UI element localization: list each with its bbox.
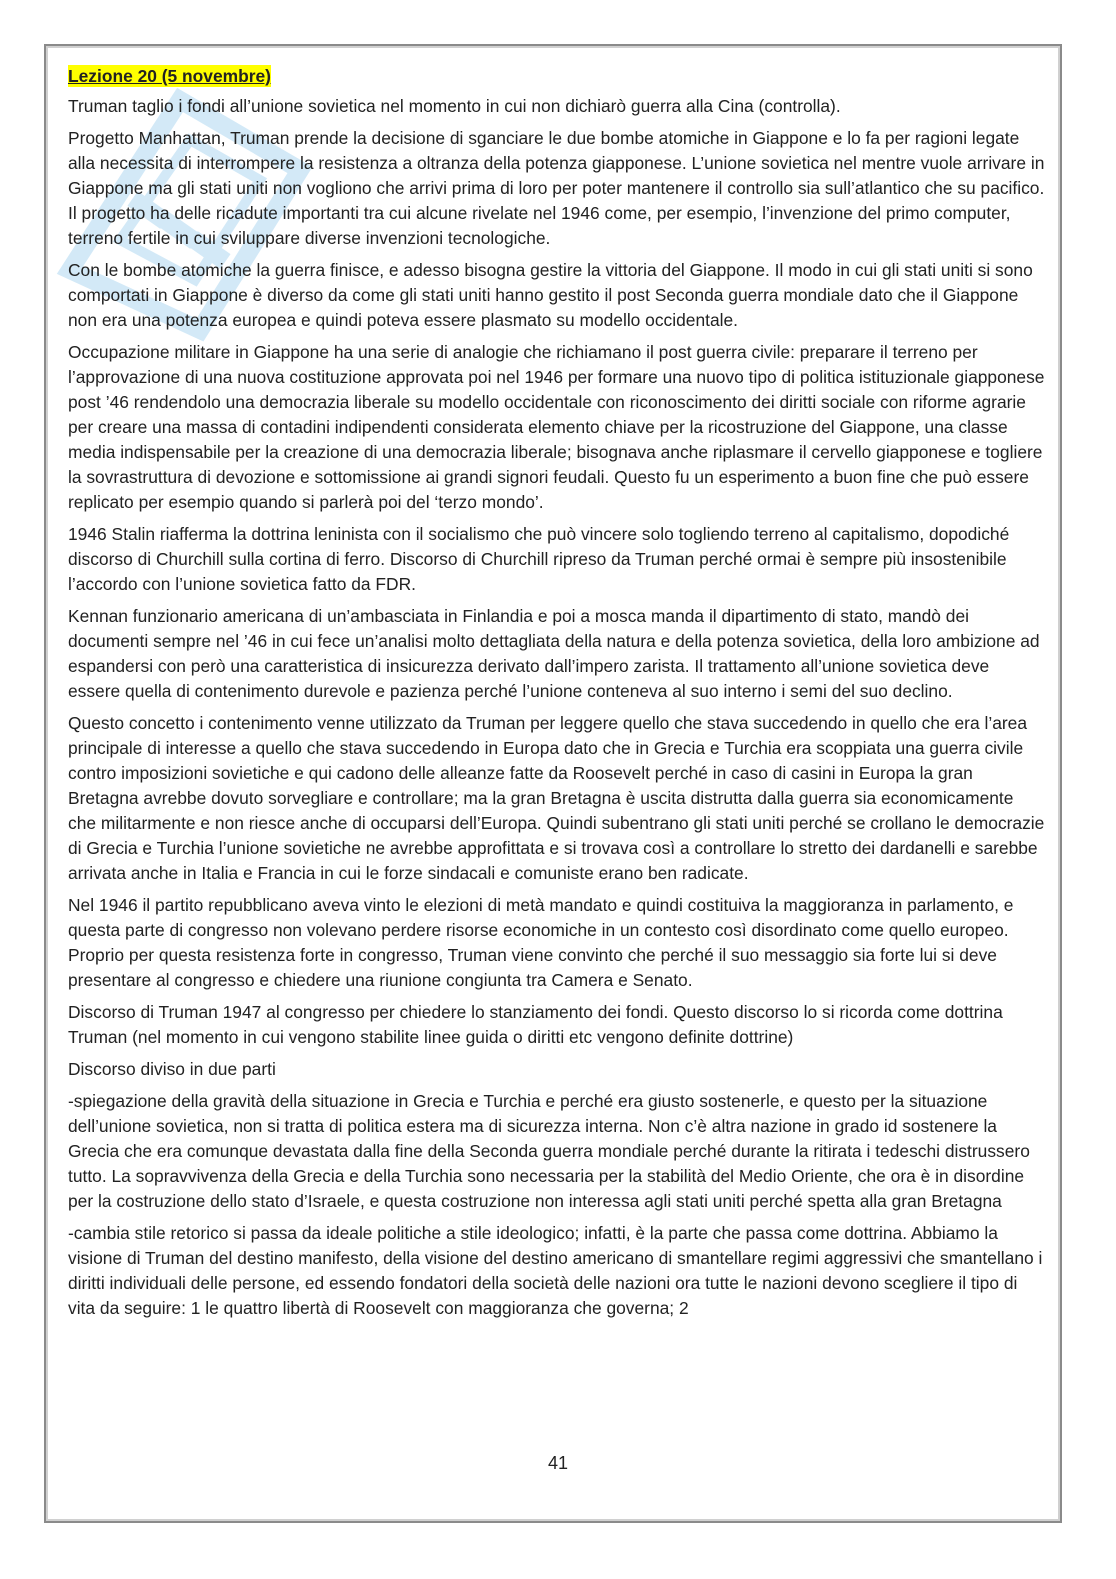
- paragraph: Discorso di Truman 1947 al congresso per chiedere lo stanziamento dei fondi. Questo discorso lo si ricorda come dottrina Truman (nel momento in cui vengono stabilite linee guida o diritti etc vengono definite dottrine): [68, 1002, 1003, 1047]
- paragraph: Kennan funzionario americana di un’ambasciata in Finlandia e poi a mosca manda il dipartimento di stato, mandò dei documenti sempre nel ’46 in cui fece un’analisi molto dettagliata della natura e della potenza sovietica, della loro ambizione ad espandersi con però una caratteristica di insicurezza derivato dall’impero zarista. Il trattamento all’unione sovietica deve essere quella di contenimento durevole e pazienza perché l’unione conteneva al suo interno i semi del suo declino.: [68, 606, 1040, 701]
- paragraph: Con le bombe atomiche la guerra finisce, e adesso bisogna gestire la vittoria del Giappone. Il modo in cui gli stati uniti si sono comportati in Giappone è diverso da come gli stati uniti hanno gestito il post Seconda guerra mondiale dato che il Giappone non era una potenza europea e quindi poteva essere plasmato su modello occidentale.: [68, 260, 1033, 330]
- paragraph: -cambia stile retorico si passa da ideale politiche a stile ideologico; infatti, è la parte che passa come dottrina. Abbiamo la visione di Truman del destino manifesto, della visione del destino americano di smantellare regimi aggressivi che smantellano i diritti individuali delle persone, ed essendo fondatori della società delle nazioni ora tutte le nazioni devono scegliere il tipo di vita da seguire: 1 le quattro libertà di Roosevelt con maggioranza che governa; 2: [68, 1223, 1043, 1318]
- lesson-title: Lezione 20 (5 novembre): [68, 66, 271, 86]
- page-number: 41: [547, 1453, 569, 1473]
- paragraph: Discorso diviso in due parti: [68, 1059, 276, 1079]
- document-body: [68, 64, 1046, 1328]
- paragraph: -spiegazione della gravità della situazione in Grecia e Turchia e perché era giusto sostenerle, e questo per la situazione dell’unione sovietica, non si tratta di politica estera ma di sicurezza interna. Non c’è altra nazione in grado id sostenere la Grecia che era comunque devastata dalla fine della Seconda guerra mondiale perché durante la ritirata i tedeschi distrussero tutto. La sopravvivenza della Grecia e della Turchia sono necessaria per la stabilità del Medio Oriente, che ora è in disordine per la costruzione dello stato d’Israele, e questa costruzione non interessa agli stati uniti perché spetta alla gran Bretagna: [68, 1091, 1030, 1211]
- paragraph: 1946 Stalin riafferma la dottrina leninista con il socialismo che può vincere solo togliendo terreno al capitalismo, dopodiché discorso di Churchill sulla cortina di ferro. Discorso di Churchill ripreso da Truman perché ormai è sempre più insostenibile l’accordo con l’unione sovietica fatto da FDR.: [68, 524, 1010, 594]
- paragraph: Progetto Manhattan, Truman prende la decisione di sganciare le due bombe atomiche in Giappone e lo fa per ragioni legate alla necessita di interrompere la resistenza a oltranza della potenza giapponese. L’unione sovietica nel mentre vuole arrivare in Giappone ma gli stati uniti non vogliono che arrivi prima di loro per poter mantenere il controllo sia sull’atlantico che su pacifico. Il progetto ha delle ricadute importanti tra cui alcune rivelate nel 1946 come, per esempio, l’invenzione del primo computer, terreno fertile in cui sviluppare diverse invenzioni tecnologiche.: [68, 128, 1045, 248]
- paragraph: Truman taglio i fondi all’unione sovietica nel momento in cui non dichiarò guerra alla Cina (controlla).: [68, 96, 841, 116]
- paragraph: Nel 1946 il partito repubblicano aveva vinto le elezioni di metà mandato e quindi costituiva la maggioranza in parlamento, e questa parte di congresso non volevano perdere risorse economiche in un contesto così disordinato come quello europeo. Proprio per questa resistenza forte in congresso, Truman viene convinto che perché il suo messaggio sia forte lui si deve presentare al congresso e chiedere una riunione congiunta tra Camera e Senato.: [68, 895, 1014, 990]
- paragraph: Questo concetto i contenimento venne utilizzato da Truman per leggere quello che stava succedendo in quello che era l’area principale di interesse a quello che stava succedendo in Europa dato che in Grecia e Turchia era scoppiata una guerra civile contro imposizioni sovietiche e qui cadono delle alleanze fatte da Roosevelt perché in caso di casini in Europa la gran Bretagna avrebbe dovuto sorvegliare e controllare; ma la gran Bretagna è uscita distrutta dalla guerra sia economicamente che militarmente e non riesce anche di occuparsi dell’Europa. Quindi subentrano gli stati uniti perché se crollano le democrazie di Grecia e Turchia l’unione sovietiche ne avrebbe approfittata e si trovava così a controllare lo stretto dei dardanelli e sarebbe arrivata anche in Italia e Francia in cui le forze sindacali e comuniste erano ben radicate.: [68, 713, 1045, 883]
- paragraph: Occupazione militare in Giappone ha una serie di analogie che richiamano il post guerra civile: preparare il terreno per l’approvazione di una nuova costituzione approvata poi nel 1946 per formare una nuovo tipo di politica istituzionale giapponese post ’46 rendendolo una democrazia liberale su modello occidentale con riconoscimento dei diritti sociale con riforme agrarie per creare una massa di contadini indipendenti considerata elemento chiave per la ricostruzione del Giappone, una classe media indispensabile per la creazione di una democrazia liberale; bisognava anche riplasmare il cervello giapponese e togliere la sovrastruttura di devozione e sottomissione ai grandi signori feudali. Questo fu un esperimento a buon fine che può essere replicato per esempio quando si parlerà poi del ‘terzo mondo’.: [68, 342, 1045, 512]
